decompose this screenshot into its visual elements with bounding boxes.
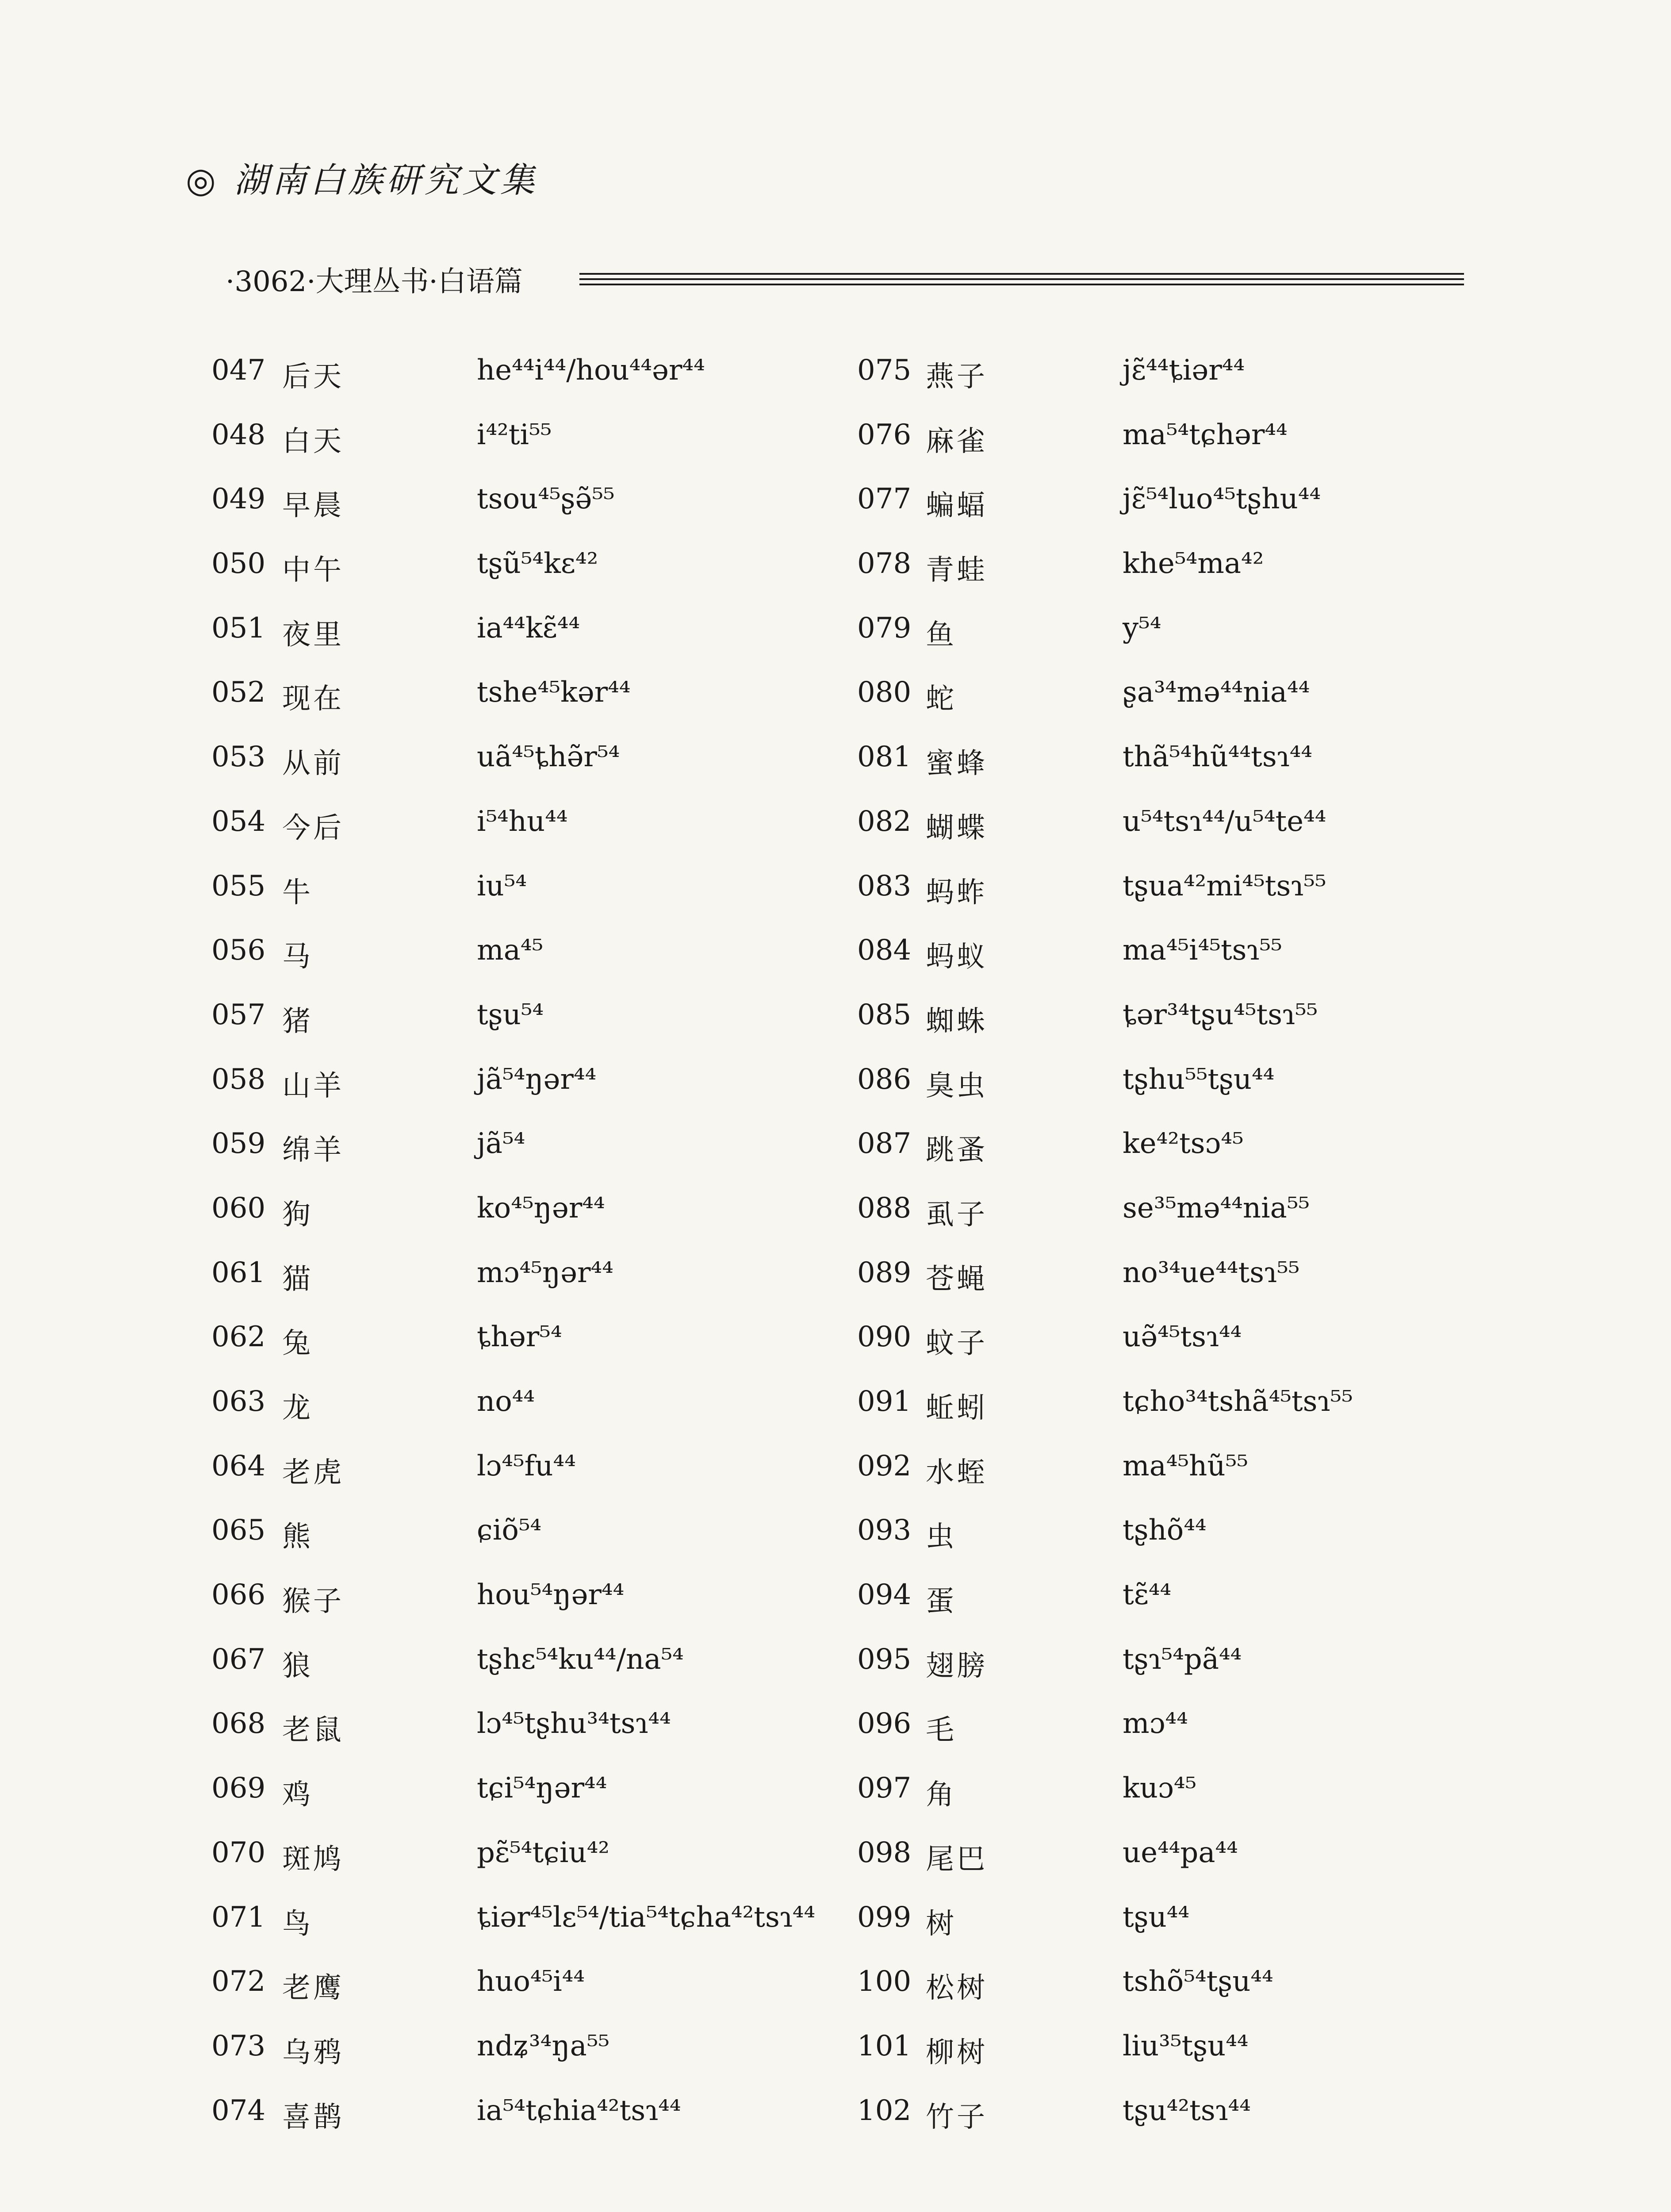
vocab-entry: [857, 1321, 1521, 1385]
entry-number: 061: [211, 1256, 266, 1289]
chinese-word: 乌鸦: [282, 2036, 344, 2069]
chinese-word: 鱼: [926, 618, 957, 651]
bai-pronunciation: tɕi⁵⁴ŋər⁴⁴: [477, 1772, 607, 1805]
entry-number: 101: [857, 2029, 912, 2062]
bai-pronunciation: lɔ⁴⁵tʂhu³⁴tsɿ⁴⁴: [477, 1707, 671, 1740]
chinese-word: 喜鹊: [282, 2101, 344, 2134]
bai-pronunciation: tʂɿ⁵⁴pã⁴⁴: [1123, 1643, 1242, 1676]
chinese-word: 蜘蛛: [926, 1005, 988, 1038]
vocab-entry: [857, 676, 1521, 741]
vocab-entry: [211, 1514, 875, 1578]
bai-pronunciation: ɕiõ⁵⁴: [477, 1514, 542, 1547]
vocab-entry: [211, 870, 875, 934]
entry-number: 068: [211, 1707, 266, 1740]
bai-pronunciation: ʂa³⁴mə⁴⁴nia⁴⁴: [1123, 676, 1310, 709]
vocab-entry: [211, 1192, 875, 1256]
bai-pronunciation: tɛ̃⁴⁴: [1123, 1578, 1172, 1612]
entry-number: 071: [211, 1901, 266, 1934]
bai-pronunciation: khe⁵⁴ma⁴²: [1123, 547, 1264, 580]
chinese-word: 老虎: [282, 1456, 344, 1489]
chinese-word: 斑鸠: [282, 1843, 344, 1876]
entry-number: 076: [857, 418, 912, 451]
bai-pronunciation: pɛ̃⁵⁴tɕiu⁴²: [477, 1836, 609, 1869]
chinese-word: 猫: [282, 1263, 313, 1296]
chinese-word: 狼: [282, 1649, 313, 1682]
entry-number: 073: [211, 2029, 266, 2062]
chinese-word: 角: [926, 1778, 957, 1812]
entry-number: 100: [857, 1965, 912, 1998]
vocab-entry: [211, 1063, 875, 1128]
entry-number: 102: [857, 2094, 912, 2127]
entry-number: 083: [857, 869, 912, 902]
bai-pronunciation: iu⁵⁴: [477, 869, 527, 902]
vocab-entry: [211, 354, 875, 419]
bai-pronunciation: tʂua⁴²mi⁴⁵tsɿ⁵⁵: [1123, 869, 1326, 902]
header-rule: [579, 273, 1464, 275]
chinese-word: 猴子: [282, 1585, 344, 1618]
bai-pronunciation: mɔ⁴⁵ŋər⁴⁴: [477, 1256, 613, 1289]
chinese-word: 翅膀: [926, 1649, 988, 1682]
bai-pronunciation: jɛ̃⁵⁴luo⁴⁵tʂhu⁴⁴: [1123, 483, 1321, 516]
vocab-entry: [857, 483, 1521, 547]
chinese-word: 夜里: [282, 618, 344, 651]
chinese-word: 后天: [282, 361, 344, 393]
chinese-word: 蚂蚁: [926, 941, 988, 974]
entry-number: 056: [211, 934, 266, 967]
entry-number: 077: [857, 483, 912, 516]
chinese-word: 绵羊: [282, 1134, 344, 1167]
entry-number: 057: [211, 998, 266, 1031]
entry-number: 054: [211, 805, 266, 838]
vocab-entry: [211, 998, 875, 1063]
bai-pronunciation: tshe⁴⁵kər⁴⁴: [477, 676, 631, 709]
chinese-word: 水蛭: [926, 1456, 988, 1489]
vocab-entry: [857, 1127, 1521, 1192]
entry-number: 058: [211, 1063, 266, 1096]
vocab-entry: [857, 2094, 1521, 2159]
bai-pronunciation: tʂu⁴⁴: [1123, 1901, 1190, 1934]
vocab-entry: [857, 1063, 1521, 1128]
entry-number: 050: [211, 547, 266, 580]
entry-number: 063: [211, 1385, 266, 1418]
entry-number: 052: [211, 676, 266, 709]
vocab-entry: [211, 1643, 875, 1708]
entry-number: 070: [211, 1836, 266, 1869]
vocab-entry: [211, 741, 875, 805]
bai-pronunciation: tʂu⁴²tsɿ⁴⁴: [1123, 2094, 1251, 2127]
chinese-word: 跳蚤: [926, 1134, 988, 1167]
chinese-word: 现在: [282, 683, 344, 716]
vocab-entry: [857, 934, 1521, 998]
entry-number: 095: [857, 1643, 912, 1676]
bai-pronunciation: ue⁴⁴pa⁴⁴: [1123, 1836, 1238, 1869]
entry-number: 087: [857, 1127, 912, 1160]
entry-number: 080: [857, 676, 912, 709]
bai-pronunciation: tʂhɛ⁵⁴ku⁴⁴/na⁵⁴: [477, 1643, 684, 1676]
bai-pronunciation: ia⁴⁴kɛ̃⁴⁴: [477, 611, 580, 645]
bai-pronunciation: ȶhər⁵⁴: [477, 1321, 562, 1354]
bai-pronunciation: ma⁴⁵: [477, 934, 544, 967]
vocab-entry: [211, 1450, 875, 1514]
entry-number: 075: [857, 354, 912, 387]
vocab-entry: [857, 547, 1521, 612]
bai-pronunciation: thã⁵⁴hũ⁴⁴tsɿ⁴⁴: [1123, 741, 1312, 774]
entry-number: 067: [211, 1643, 266, 1676]
bai-pronunciation: y⁵⁴: [1123, 611, 1161, 645]
chinese-word: 从前: [282, 747, 344, 780]
entry-number: 097: [857, 1772, 912, 1805]
vocab-entry: [857, 998, 1521, 1063]
vocab-entry: [211, 483, 875, 547]
chinese-word: 竹子: [926, 2101, 988, 2134]
chinese-word: 兔: [282, 1327, 313, 1360]
bai-pronunciation: ma⁴⁵i⁴⁵tsɿ⁵⁵: [1123, 934, 1282, 967]
bai-pronunciation: kuɔ⁴⁵: [1123, 1772, 1197, 1805]
vocab-entry: [211, 1578, 875, 1643]
bai-pronunciation: ko⁴⁵ŋər⁴⁴: [477, 1191, 605, 1225]
vocab-entry: [857, 1256, 1521, 1321]
bai-pronunciation: mɔ⁴⁴: [1123, 1707, 1188, 1740]
vocab-entry: [211, 2094, 875, 2159]
entry-number: 079: [857, 611, 912, 645]
vocab-entry: [211, 1836, 875, 1901]
bai-pronunciation: ndʑ³⁴ŋa⁵⁵: [477, 2029, 610, 2062]
entry-number: 053: [211, 741, 266, 774]
chinese-word: 龙: [282, 1392, 313, 1425]
bai-pronunciation: tʂhu⁵⁵tʂu⁴⁴: [1123, 1063, 1275, 1096]
header-rule: [579, 284, 1464, 285]
bai-pronunciation: tɕho³⁴tshã⁴⁵tsɿ⁵⁵: [1123, 1385, 1353, 1418]
entry-number: 065: [211, 1514, 266, 1547]
vocab-entry: [211, 1321, 875, 1385]
vocab-entry: [211, 547, 875, 612]
entry-number: 048: [211, 418, 266, 451]
bai-pronunciation: liu³⁵tʂu⁴⁴: [1123, 2029, 1249, 2062]
entry-number: 096: [857, 1707, 912, 1740]
chinese-word: 老鹰: [282, 1972, 344, 2005]
vocab-entry: [857, 2030, 1521, 2094]
vocabulary-column-right: [857, 354, 1521, 2158]
chinese-word: 蝙蝠: [926, 489, 988, 522]
entry-number: 098: [857, 1836, 912, 1869]
bai-pronunciation: i⁴²ti⁵⁵: [477, 418, 552, 451]
entry-number: 066: [211, 1578, 266, 1612]
chinese-word: 猪: [282, 1005, 313, 1038]
bai-pronunciation: jɛ̃⁴⁴ȶiər⁴⁴: [1123, 354, 1245, 387]
chinese-word: 松树: [926, 1972, 988, 2005]
chinese-word: 树: [926, 1907, 957, 1940]
chinese-word: 虱子: [926, 1198, 988, 1231]
series-title: ·3062·大理丛书·白语篇: [226, 265, 523, 298]
entry-number: 055: [211, 869, 266, 902]
bai-pronunciation: tʂhõ⁴⁴: [1123, 1514, 1207, 1547]
bai-pronunciation: ma⁴⁵hũ⁵⁵: [1123, 1449, 1248, 1482]
vocab-entry: [857, 419, 1521, 483]
entry-number: 074: [211, 2094, 266, 2127]
series-header: [226, 259, 1464, 298]
vocab-entry: [211, 2030, 875, 2094]
bai-pronunciation: he⁴⁴i⁴⁴/hou⁴⁴ər⁴⁴: [477, 354, 705, 387]
entry-number: 090: [857, 1321, 912, 1354]
chinese-word: 牛: [282, 876, 313, 909]
chinese-word: 蛇: [926, 683, 957, 716]
bai-pronunciation: no³⁴ue⁴⁴tsɿ⁵⁵: [1123, 1256, 1300, 1289]
chinese-word: 青蛙: [926, 554, 988, 587]
entry-number: 089: [857, 1256, 912, 1289]
book-title: ◎ 湖南白族研究文集: [186, 161, 538, 200]
bai-pronunciation: tsou⁴⁵ʂə̃⁵⁵: [477, 483, 615, 516]
entry-number: 064: [211, 1449, 266, 1482]
entry-number: 088: [857, 1191, 912, 1225]
vocab-entry: [857, 805, 1521, 870]
bai-pronunciation: ȶiər⁴⁵lɛ⁵⁴/tia⁵⁴tɕha⁴²tsɿ⁴⁴: [477, 1901, 816, 1934]
entry-number: 091: [857, 1385, 912, 1418]
entry-number: 092: [857, 1449, 912, 1482]
chinese-word: 蜜蜂: [926, 747, 988, 780]
chinese-word: 白天: [282, 425, 344, 458]
chinese-word: 马: [282, 941, 313, 974]
chinese-word: 柳树: [926, 2036, 988, 2069]
bai-pronunciation: uã⁴⁵ȶhə̃r⁵⁴: [477, 741, 620, 774]
chinese-word: 鸟: [282, 1907, 313, 1940]
chinese-word: 蝴蝶: [926, 811, 988, 845]
vocab-entry: [211, 1772, 875, 1836]
chinese-word: 山羊: [282, 1069, 344, 1102]
vocab-entry: [857, 1192, 1521, 1256]
chinese-word: 臭虫: [926, 1069, 988, 1102]
chinese-word: 苍蝇: [926, 1263, 988, 1296]
vocab-entry: [211, 612, 875, 676]
chinese-word: 蚊子: [926, 1327, 988, 1360]
chinese-word: 早晨: [282, 489, 344, 522]
vocab-entry: [857, 612, 1521, 676]
vocab-entry: [211, 934, 875, 998]
entry-number: 094: [857, 1578, 912, 1612]
vocab-entry: [857, 1772, 1521, 1836]
bai-pronunciation: i⁵⁴hu⁴⁴: [477, 805, 568, 838]
vocab-entry: [211, 1385, 875, 1450]
bai-pronunciation: ma⁵⁴tɕhər⁴⁴: [1123, 418, 1288, 451]
vocab-entry: [857, 354, 1521, 419]
entry-number: 086: [857, 1063, 912, 1096]
bai-pronunciation: ȶər³⁴tʂu⁴⁵tsɿ⁵⁵: [1123, 998, 1318, 1031]
bai-pronunciation: ke⁴²tsɔ⁴⁵: [1123, 1127, 1244, 1160]
vocab-entry: [857, 1836, 1521, 1901]
chinese-word: 蚂蚱: [926, 876, 988, 909]
vocab-entry: [211, 805, 875, 870]
entry-number: 078: [857, 547, 912, 580]
bai-pronunciation: tshõ⁵⁴tʂu⁴⁴: [1123, 1965, 1273, 1998]
chinese-word: 蛋: [926, 1585, 957, 1618]
vocab-entry: [211, 1965, 875, 2030]
entry-number: 082: [857, 805, 912, 838]
vocab-entry: [211, 1707, 875, 1772]
bai-pronunciation: u⁵⁴tsɿ⁴⁴/u⁵⁴te⁴⁴: [1123, 805, 1326, 838]
vocab-entry: [211, 1256, 875, 1321]
chinese-word: 今后: [282, 811, 344, 845]
bai-pronunciation: tʂu⁵⁴: [477, 998, 544, 1031]
entry-number: 049: [211, 483, 266, 516]
chinese-word: 毛: [926, 1714, 957, 1747]
bai-pronunciation: jã⁵⁴ŋər⁴⁴: [477, 1063, 597, 1096]
chinese-word: 虫: [926, 1521, 957, 1554]
vocab-entry: [857, 741, 1521, 805]
chinese-word: 老鼠: [282, 1714, 344, 1747]
bai-pronunciation: huo⁴⁵i⁴⁴: [477, 1965, 585, 1998]
entry-number: 081: [857, 741, 912, 774]
vocab-entry: [857, 1643, 1521, 1708]
entry-number: 047: [211, 354, 266, 387]
chinese-word: 蚯蚓: [926, 1392, 988, 1425]
entry-number: 084: [857, 934, 912, 967]
bai-pronunciation: jã⁵⁴: [477, 1127, 525, 1160]
entry-number: 072: [211, 1965, 266, 1998]
entry-number: 093: [857, 1514, 912, 1547]
chinese-word: 尾巴: [926, 1843, 988, 1876]
entry-number: 062: [211, 1321, 266, 1354]
entry-number: 099: [857, 1901, 912, 1934]
vocab-entry: [857, 1901, 1521, 1966]
vocab-entry: [857, 1578, 1521, 1643]
vocab-entry: [857, 1514, 1521, 1578]
vocab-entry: [211, 676, 875, 741]
vocab-entry: [857, 1450, 1521, 1514]
vocab-entry: [857, 1385, 1521, 1450]
chinese-word: 燕子: [926, 361, 988, 393]
chinese-word: 熊: [282, 1521, 313, 1554]
vocab-entry: [857, 1707, 1521, 1772]
header-rule: [579, 278, 1464, 280]
entry-number: 085: [857, 998, 912, 1031]
chinese-word: 中午: [282, 554, 344, 587]
chinese-word: 狗: [282, 1198, 313, 1231]
bai-pronunciation: lɔ⁴⁵fu⁴⁴: [477, 1449, 576, 1482]
bai-pronunciation: tʂũ⁵⁴kɛ⁴²: [477, 547, 598, 580]
chinese-word: 麻雀: [926, 425, 988, 458]
vocab-entry: [857, 870, 1521, 934]
vocab-entry: [857, 1965, 1521, 2030]
bai-pronunciation: uə̃⁴⁵tsɿ⁴⁴: [1123, 1321, 1242, 1354]
vocab-entry: [211, 419, 875, 483]
vocab-entry: [211, 1127, 875, 1192]
vocabulary-column-left: [211, 354, 875, 2158]
bai-pronunciation: hou⁵⁴ŋər⁴⁴: [477, 1578, 625, 1612]
entry-number: 059: [211, 1127, 266, 1160]
entry-number: 069: [211, 1772, 266, 1805]
chinese-word: 鸡: [282, 1778, 313, 1812]
vocab-entry: [211, 1901, 875, 1966]
bai-pronunciation: se³⁵mə⁴⁴nia⁵⁵: [1123, 1191, 1310, 1225]
entry-number: 051: [211, 611, 266, 645]
entry-number: 060: [211, 1191, 266, 1225]
bai-pronunciation: no⁴⁴: [477, 1385, 535, 1418]
bai-pronunciation: ia⁵⁴tɕhia⁴²tsɿ⁴⁴: [477, 2094, 681, 2127]
